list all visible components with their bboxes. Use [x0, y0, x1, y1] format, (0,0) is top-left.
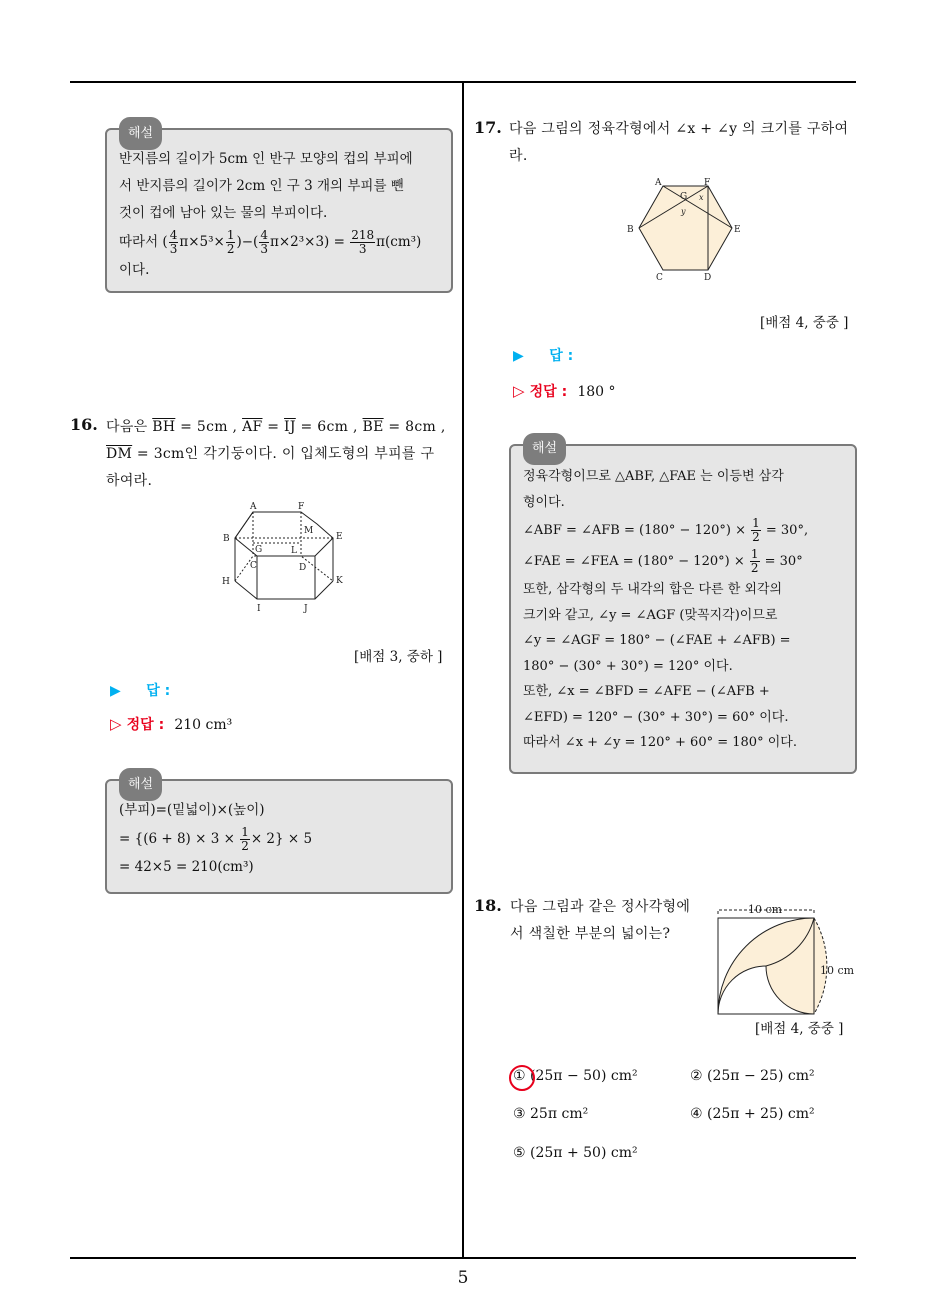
q16-score: [배점 3, 중하 ] [354, 649, 443, 665]
answer-label: 답 : [146, 683, 171, 699]
q17-explain-l2: 형이다. [523, 494, 565, 510]
q15-explanation-box [105, 128, 453, 293]
q18-number: 18. [474, 896, 502, 915]
prism-label-A: A [250, 502, 257, 512]
hex-label-E: E [734, 225, 741, 235]
correct-value: 210 cm³ [174, 717, 233, 733]
answer-triangle-icon: ▶ [110, 683, 121, 699]
hex-label-F: F [704, 178, 711, 188]
q17-explain-l1: 정육각형이므로 △ABF, △FAE 는 이등변 삼각 [523, 469, 784, 484]
q16-prism-figure [215, 498, 355, 618]
q18-score: [배점 4, 중중 ] [755, 1021, 844, 1037]
hex-label-D: D [704, 273, 712, 283]
q17-explain-l4: ∠FAE = ∠FEA = (180° − 120°) × $\frac{1}{2}$ = 30° [523, 547, 803, 575]
prism-label-M: M [304, 526, 314, 536]
prism-label-D: D [299, 563, 307, 573]
choice-4-text: (25π + 25) cm² [707, 1106, 815, 1122]
hex-label-x: x [699, 193, 704, 202]
prism-label-G: G [255, 545, 263, 555]
q16-text [106, 414, 456, 495]
q18-square-figure [712, 898, 862, 1020]
q16-text-line-1: 다음은 $\overline{BH} = 5cm$ , $\overline{AF} = \overline{IJ} = 6cm$ , $\overline{BE} = 8cm$ , [106, 419, 446, 435]
q16-explanation-box [105, 779, 453, 894]
prism-label-I: I [257, 604, 261, 614]
correct-triangle-icon: ▷ [513, 382, 525, 400]
hex-label-y: y [681, 207, 686, 216]
prism-label-C: C [250, 561, 257, 571]
q17-correct-row [513, 381, 616, 401]
explanation-tag: 해설 [119, 768, 162, 801]
choice-3-mark: ③ [513, 1106, 526, 1122]
choice-1-text: (25π − 50) cm² [530, 1068, 638, 1084]
hex-label-A: A [655, 178, 662, 188]
q18-label-right: 10 cm [820, 964, 855, 977]
q15-formula: 따라서 ( $\frac{4}{3}$ π×5³× $\frac{1}{2}$ )−( $\frac{4}{3}$ π×2³×3) = $\frac{218}{3}$ π(cm³) [119, 228, 422, 256]
q15-explain-line-1: 반지름의 길이가 5cm 인 반구 모양의 컵의 부피에 [119, 151, 413, 167]
q15-explain-line-2: 서 반지름의 길이가 2cm 인 구 3 개의 부피를 뺀 [119, 178, 404, 194]
prism-label-B: B [223, 534, 230, 544]
choice-2-text: (25π − 25) cm² [707, 1068, 815, 1084]
prism-label-L: L [291, 546, 297, 556]
q17-number: 17. [474, 118, 502, 137]
q15-explain-last: 이다. [119, 262, 150, 278]
prism-label-J: J [304, 604, 308, 614]
correct-label: 정답 : [529, 384, 568, 400]
choice-2[interactable] [690, 1068, 815, 1084]
choice-3-text: 25π cm² [530, 1106, 589, 1122]
q17-explain-l7: ∠y = ∠AGF = 180° − (∠FAE + ∠AFB) = [523, 633, 791, 648]
q16-correct-row [110, 714, 232, 734]
hex-label-C: C [656, 273, 663, 283]
q16-answer-row [110, 680, 170, 700]
fraction: $\frac{218}{3}$ [351, 228, 375, 256]
q16-number: 16. [70, 415, 98, 434]
choice-2-mark: ② [690, 1068, 703, 1084]
q17-hexagon-figure [624, 176, 748, 284]
fraction: $\frac{1}{2}$ [750, 547, 759, 575]
q17-explanation-box [509, 441, 857, 774]
q17-text-line-2: 라. [509, 148, 528, 164]
q15-explain-line-3: 것이 컵에 남아 있는 물의 부피이다. [119, 205, 328, 221]
prism-label-H: H [222, 577, 230, 587]
page-number: 5 [457, 1268, 469, 1288]
q17-explain-l11: 따라서 ∠x + ∠y = 120° + 60° = 180° 이다. [523, 735, 797, 750]
fraction: $\frac{1}{2}$ [226, 228, 235, 256]
q18-label-top: 10 cm [748, 903, 783, 916]
q17-text [509, 116, 848, 170]
choice-4[interactable] [690, 1106, 815, 1122]
prism-label-K: K [336, 576, 343, 586]
correct-label: 정답 : [126, 717, 165, 733]
q17-explain-l5: 또한, 삼각형의 두 내각의 합은 다른 한 외각의 [523, 582, 783, 597]
choice-3[interactable] [513, 1106, 588, 1122]
q16-explain-line-1: (부피)=(밑넓이)×(높이) [119, 802, 265, 818]
prism-label-E: E [336, 532, 343, 542]
hex-label-B: B [627, 225, 634, 235]
q17-explain-l8: 180° − (30° + 30°) = 120° 이다. [523, 658, 733, 674]
fraction: $\frac{1}{2}$ [752, 516, 760, 544]
fraction: $\frac{4}{3}$ [169, 228, 178, 256]
q16-explain-line-3: = 42×5 = 210(cm³) [119, 859, 254, 875]
choice-5[interactable] [513, 1145, 638, 1161]
answer-triangle-icon: ▶ [513, 348, 524, 364]
q18-text [510, 894, 690, 948]
q16-text-line-2: $\overline{DM} = 3cm$인 각기둥이다. 이 입체도형의 부피를 구 [106, 446, 435, 462]
hex-label-G: G [680, 192, 688, 202]
fraction: $\frac{1}{2}$ [241, 825, 249, 853]
q18-text-line-2: 서 색칠한 부분의 넓이는? [510, 926, 671, 942]
choice-5-text: (25π + 50) cm² [530, 1145, 638, 1161]
q17-explain-l10: ∠EFD) = 120° − (30° + 30°) = 60° 이다. [523, 709, 789, 725]
q17-explain-l6: 크기와 같고, ∠y = ∠AGF (맞꼭지각)이므로 [523, 607, 778, 623]
fraction: $\frac{4}{3}$ [260, 228, 268, 256]
explanation-tag: 해설 [523, 433, 566, 465]
correct-triangle-icon: ▷ [110, 715, 122, 733]
q17-answer-row [513, 345, 573, 365]
explanation-tag: 해설 [119, 117, 162, 150]
choice-5-mark: ⑤ [513, 1145, 526, 1161]
selected-circle-icon [509, 1065, 535, 1091]
q17-score: [배점 4, 중중 ] [760, 315, 849, 331]
choice-1[interactable] [513, 1068, 638, 1084]
q16-explain-line-2: = {(6 + 8) × 3 × $\frac{1}{2}$ × 2} × 5 [119, 825, 313, 853]
q17-explain-l3: ∠ABF = ∠AFB = (180° − 120°) × $\frac{1}{2}$ = 30°, [523, 516, 809, 544]
q18-text-line-1: 다음 그림과 같은 정사각형에 [510, 899, 691, 915]
prism-label-F: F [298, 502, 305, 512]
q17-text-line-1: 다음 그림의 정육각형에서 ∠x + ∠y 의 크기를 구하여 [509, 121, 849, 137]
answer-label: 답 : [549, 348, 574, 364]
bottom-rule [70, 1257, 856, 1259]
correct-value: 180 ° [577, 384, 616, 400]
q16-text-line-3: 하여라. [106, 473, 153, 489]
column-divider [462, 82, 464, 1258]
q17-explain-l9: 또한, ∠x = ∠BFD = ∠AFE − (∠AFB + [523, 684, 770, 699]
choice-4-mark: ④ [690, 1106, 703, 1122]
choice-1-mark: ① [513, 1068, 526, 1084]
